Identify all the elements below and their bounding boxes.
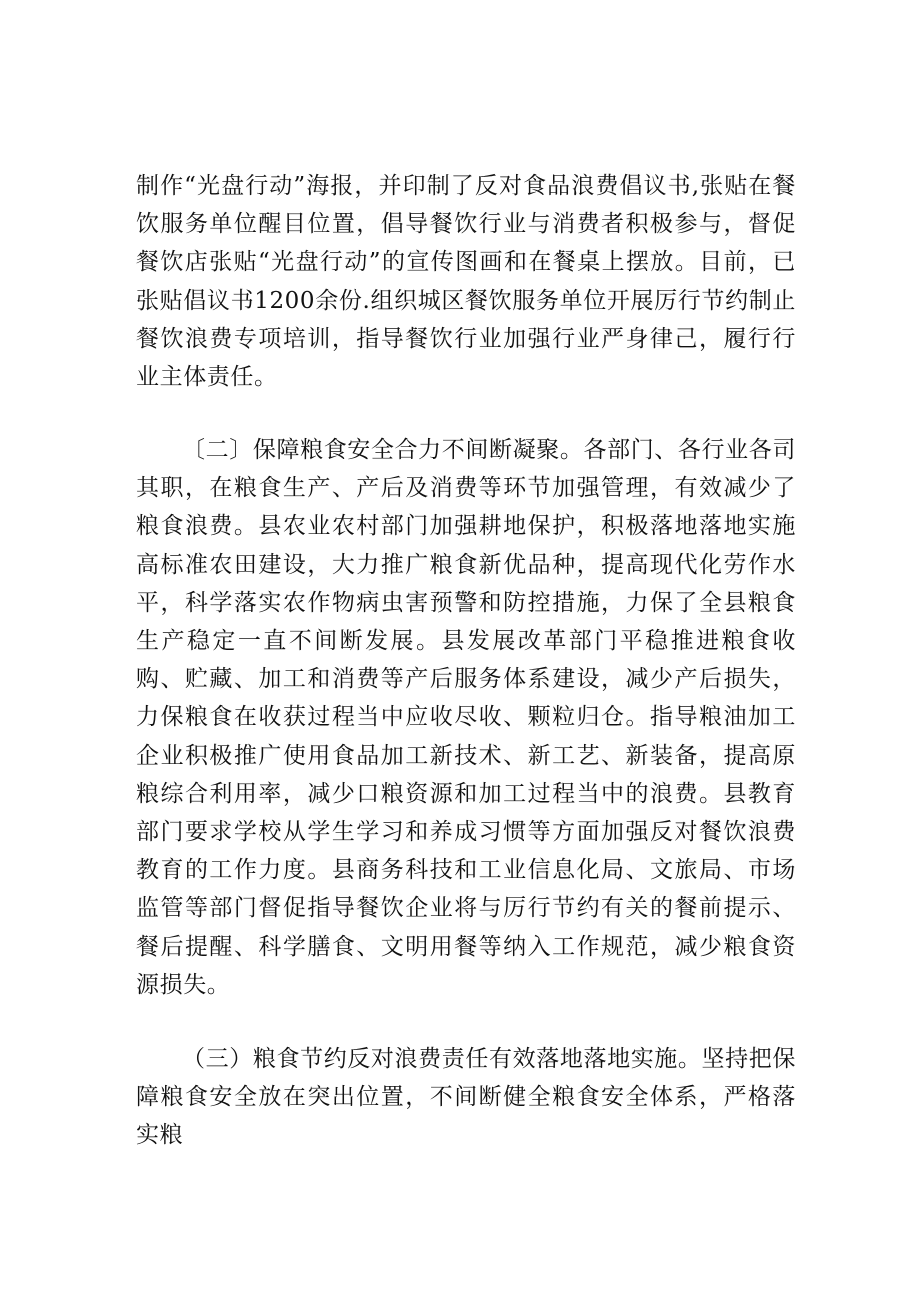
paragraph-section-3: （三）粮食节约反对浪费责任有效落地落地实施。坚持把保障粮食安全放在突出位置，不间断健全粮食安全体系，严格落实粮 — [136, 1046, 796, 1149]
paragraph-section-2: 〔二〕保障粮食安全合力不间断凝聚。各部门、各行业各司其职，在粮食生产、产后及消费等环节加强管理，有效减少了粮食浪费。县农业农村部门加强耕地保护，积极落地落地实施高标准农田建设，大力推广粮食新优品种，提高现代化劳作水平，科学落实农作物病虫害预警和防控措施，力保了全县粮食生产稳定一直不间断发展。县发展改革部门平稳推进粮食收购、贮藏、加工和消费等产后服务体系建设，减少产后损失，力保粮食在收获过程当中应收尽收、颗粒归仓。指导粮油加工企业积极推广使用食品加工新技术、新工艺、新装备，提高原粮综合利用率，减少口粮资源和加工过程当中的浪费。县教育部门要求学校从学生学习和养成习惯等方面加强反对餐饮浪费教育的工作力度。县商务科技和工业信息化局、文旅局、市场监管等部门督促指导餐饮企业将与厉行节约有关的餐前提示、餐后提醒、科学膳食、文明用餐等纳入工作规范，减少粮食资源损失。 — [136, 437, 796, 998]
paragraph-continuation: 制作“光盘行动”海报，并印制了反对食品浪费倡议书,张贴在餐饮服务单位醒目位置，倡导餐饮行业与消费者积极参与，督促餐饮店张贴“光盘行动”的宣传图画和在餐桌上摆放。目前，已张贴倡议书1200余份.组织城区餐饮服务单位开展厉行节约制止餐饮浪费专项培训，指导餐饮行业加强行业严身律己，履行行业主体责任。 — [136, 173, 796, 391]
